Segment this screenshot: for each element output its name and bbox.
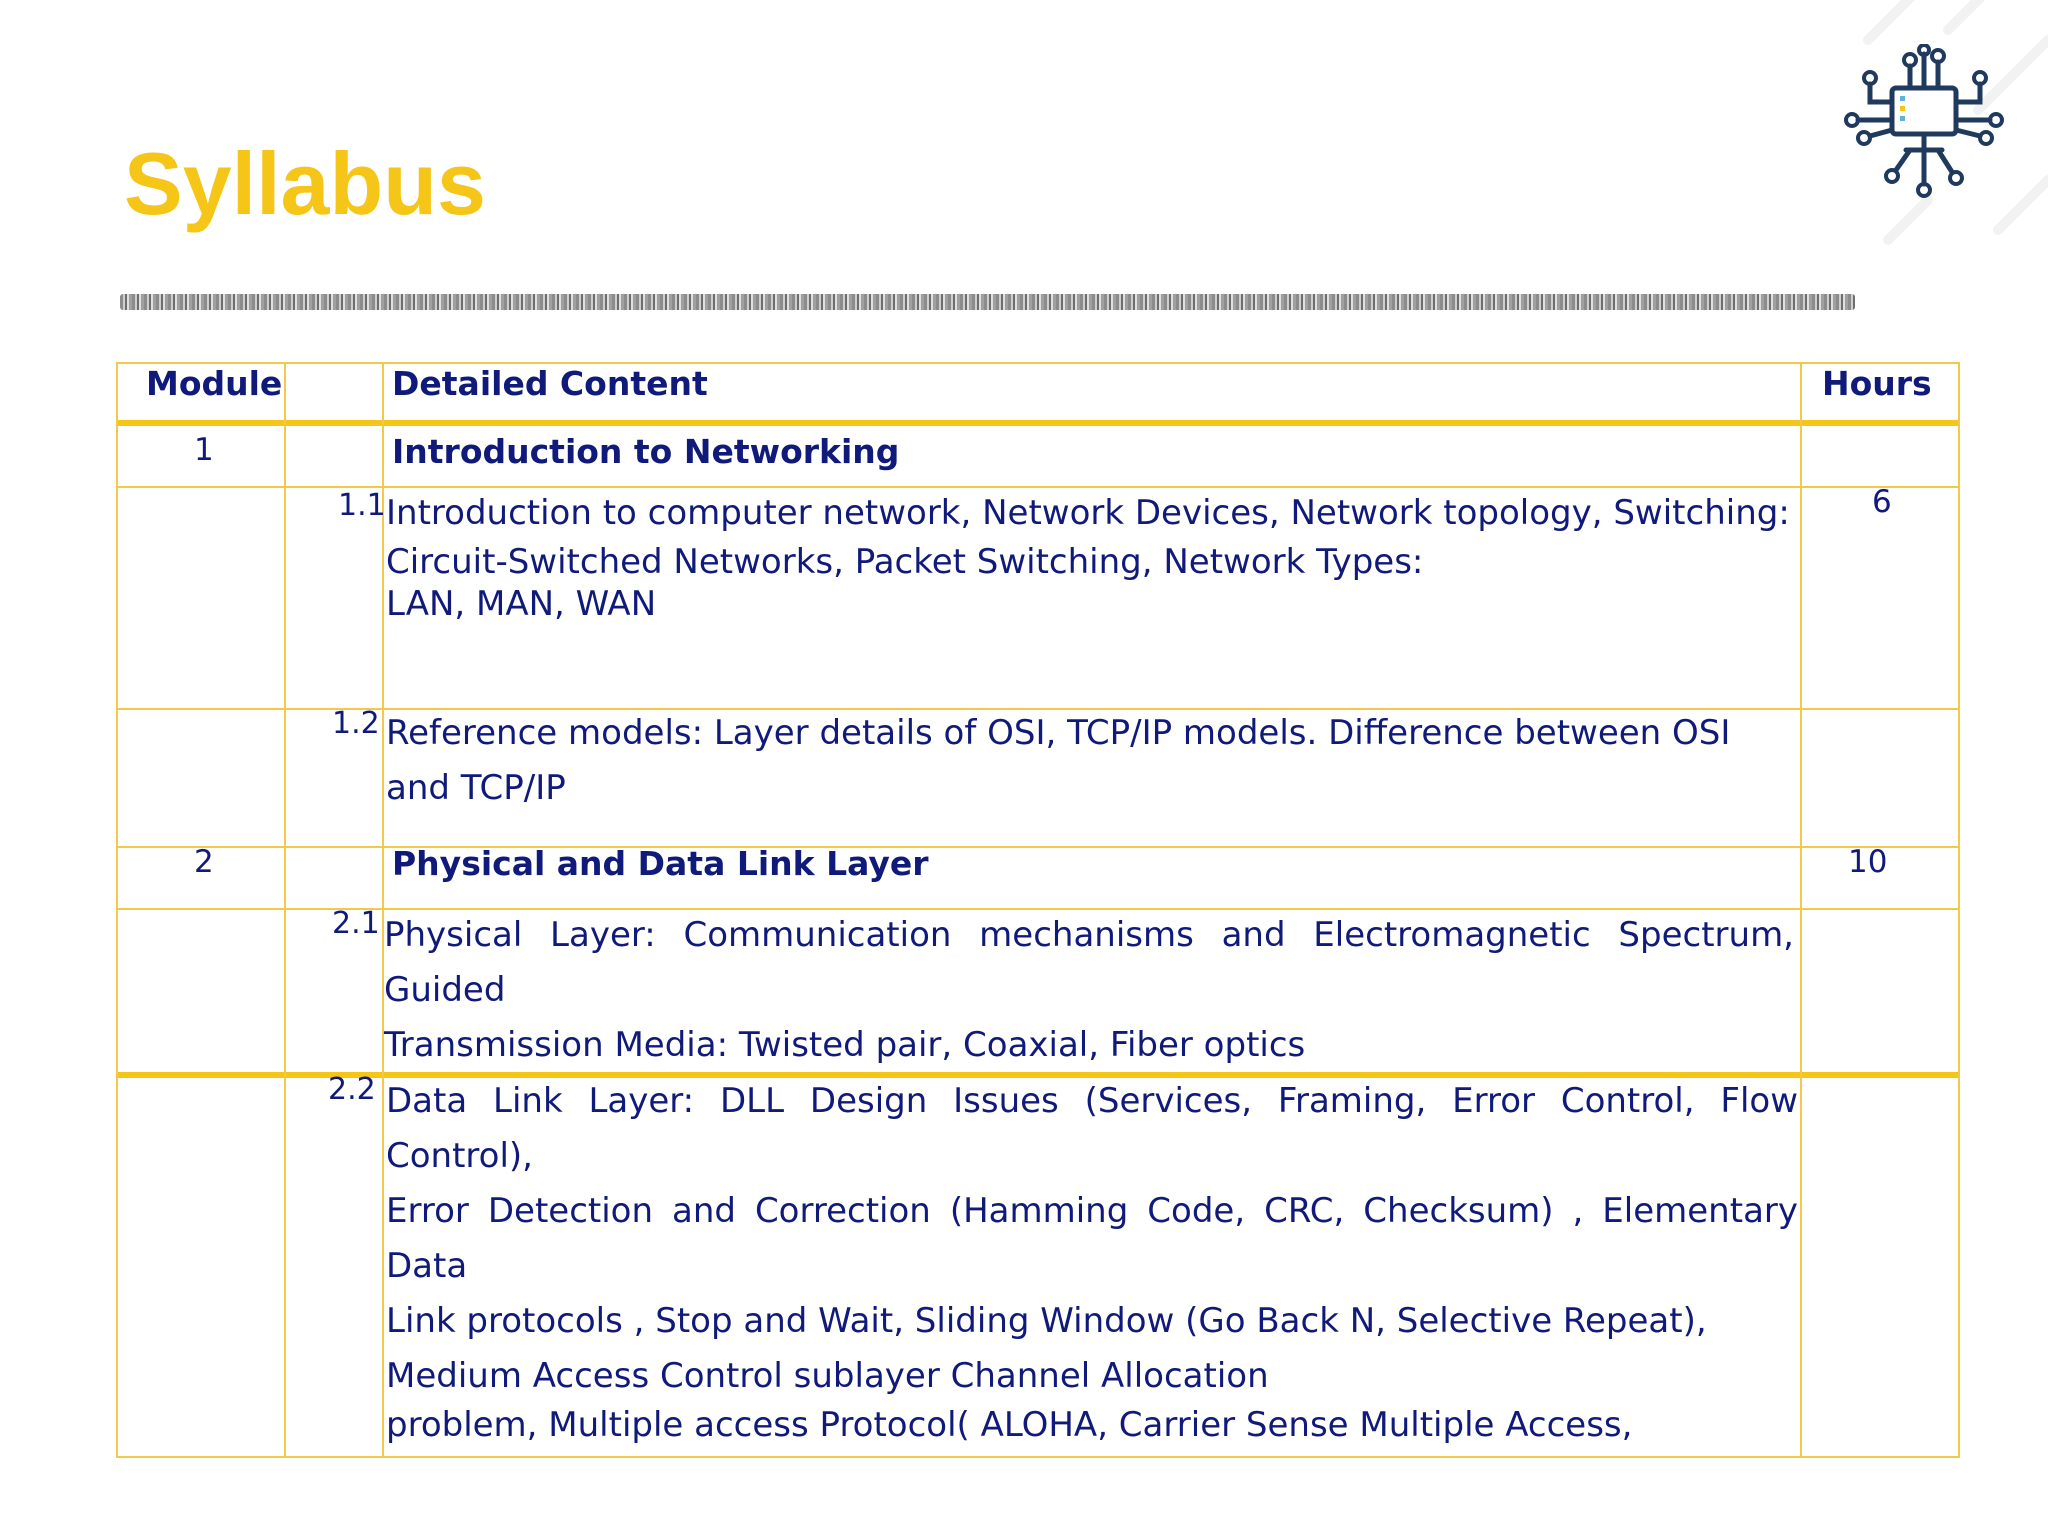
module-topic: Physical and Data Link Layer [392,844,929,883]
subsection-number: 1.1 [338,488,386,523]
column-divider [116,362,118,1458]
syllabus-table [116,362,1960,1458]
subsection-content: Physical Layer: Communication mechanisms and Electromagnetic Spectrum, Guided Transmission Media: Twisted pair, Coaxial, Fiber optics [384,915,1794,1065]
hours-value: 6 [1872,484,1892,520]
subsection-number: 2.1 [332,906,380,941]
header-separator [116,420,1960,426]
subsection-number: 2.2 [328,1072,376,1107]
column-divider [284,362,286,1458]
hours-value: 10 [1848,844,1888,880]
column-divider [1958,362,1960,1458]
subsection-number: 1.2 [332,706,380,741]
subsection-content: Introduction to computer network, Network Devices, Network topology, Switching: Circuit-Switched Networks, Packet Switching, Network Types: LAN, MAN, WAN [386,493,1790,624]
decorative-divider [120,294,1855,310]
module-number: 1 [194,432,214,468]
table-border-bottom [116,1456,1960,1458]
subsection-content: Reference models: Layer details of OSI, TCP/IP models. Difference between OSI and TCP/IP [386,713,1731,808]
page-title: Syllabus [124,134,486,233]
circuit-monitor-icon [1840,44,2010,204]
module-topic: Introduction to Networking [392,432,900,471]
column-header-content: Detailed Content [392,364,708,403]
column-header-module: Module [146,364,283,403]
module-number: 2 [194,844,214,880]
column-divider [1800,362,1802,1458]
subsection-content: Data Link Layer: DLL Design Issues (Services, Framing, Error Control, Flow Control), Error Detection and Correction (Hamming Code, CRC, Checksum) , Elementary Data Link protocols , Stop and Wait, Sliding Window (Go Back N, Selective Repeat), Medium Access Control sublayer Channel Allocation problem, Multiple access Protocol( ALOHA, Carrier Sense Multiple Access, [386,1081,1798,1445]
column-header-hours: Hours [1822,364,1932,403]
